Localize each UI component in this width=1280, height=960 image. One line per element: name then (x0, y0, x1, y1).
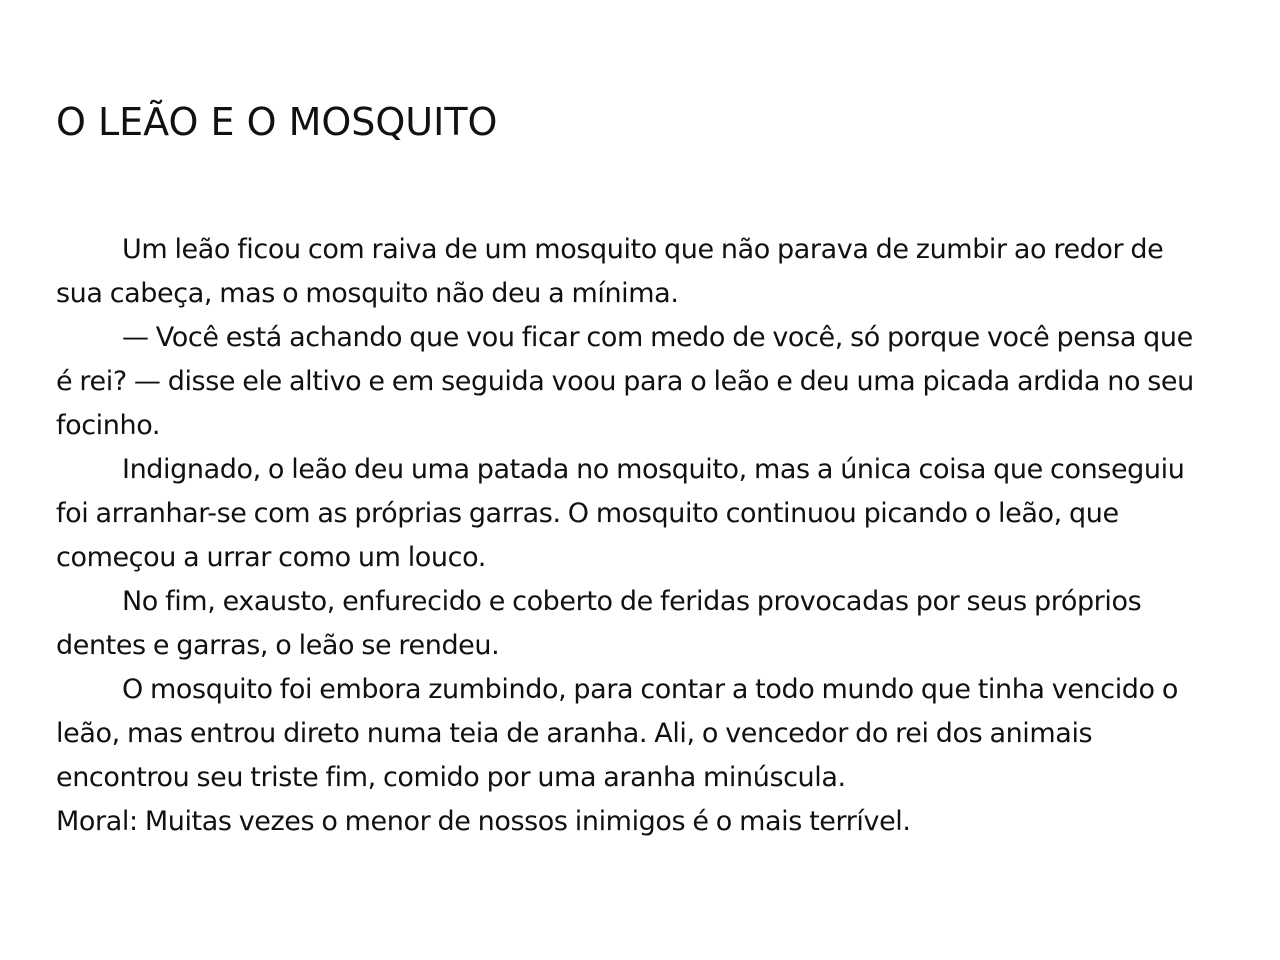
story-body (56, 228, 1216, 844)
document-page (56, 96, 1216, 844)
story-paragraph-1: Um leão ficou com raiva de um mosquito que não parava de zumbir ao redor de sua cabeça, mas o mosquito não deu a mínima. (56, 234, 1164, 309)
story-paragraph-5: O mosquito foi embora zumbindo, para contar a todo mundo que tinha vencido o leão, mas entrou direto numa teia de aranha. Ali, o vencedor do rei dos animais encontrou seu triste fim, comido por uma aranha minúscula. (56, 674, 1178, 793)
story-paragraph-3: Indignado, o leão deu uma patada no mosquito, mas a única coisa que conseguiu foi arranhar-se com as próprias garras. O mosquito continuou picando o leão, que começou a urrar como um louco. (56, 454, 1185, 573)
story-paragraph-4: No fim, exausto, enfurecido e coberto de feridas provocadas por seus próprios dentes e garras, o leão se rendeu. (56, 586, 1142, 661)
story-paragraph-2: — Você está achando que vou ficar com medo de você, só porque você pensa que é rei? — disse ele altivo e em seguida voou para o leão e deu uma picada ardida no seu focinho. (56, 322, 1194, 441)
story-moral: Moral: Muitas vezes o menor de nossos inimigos é o mais terrível. (56, 806, 911, 837)
page-title: O LEÃO E O MOSQUITO (56, 100, 498, 144)
